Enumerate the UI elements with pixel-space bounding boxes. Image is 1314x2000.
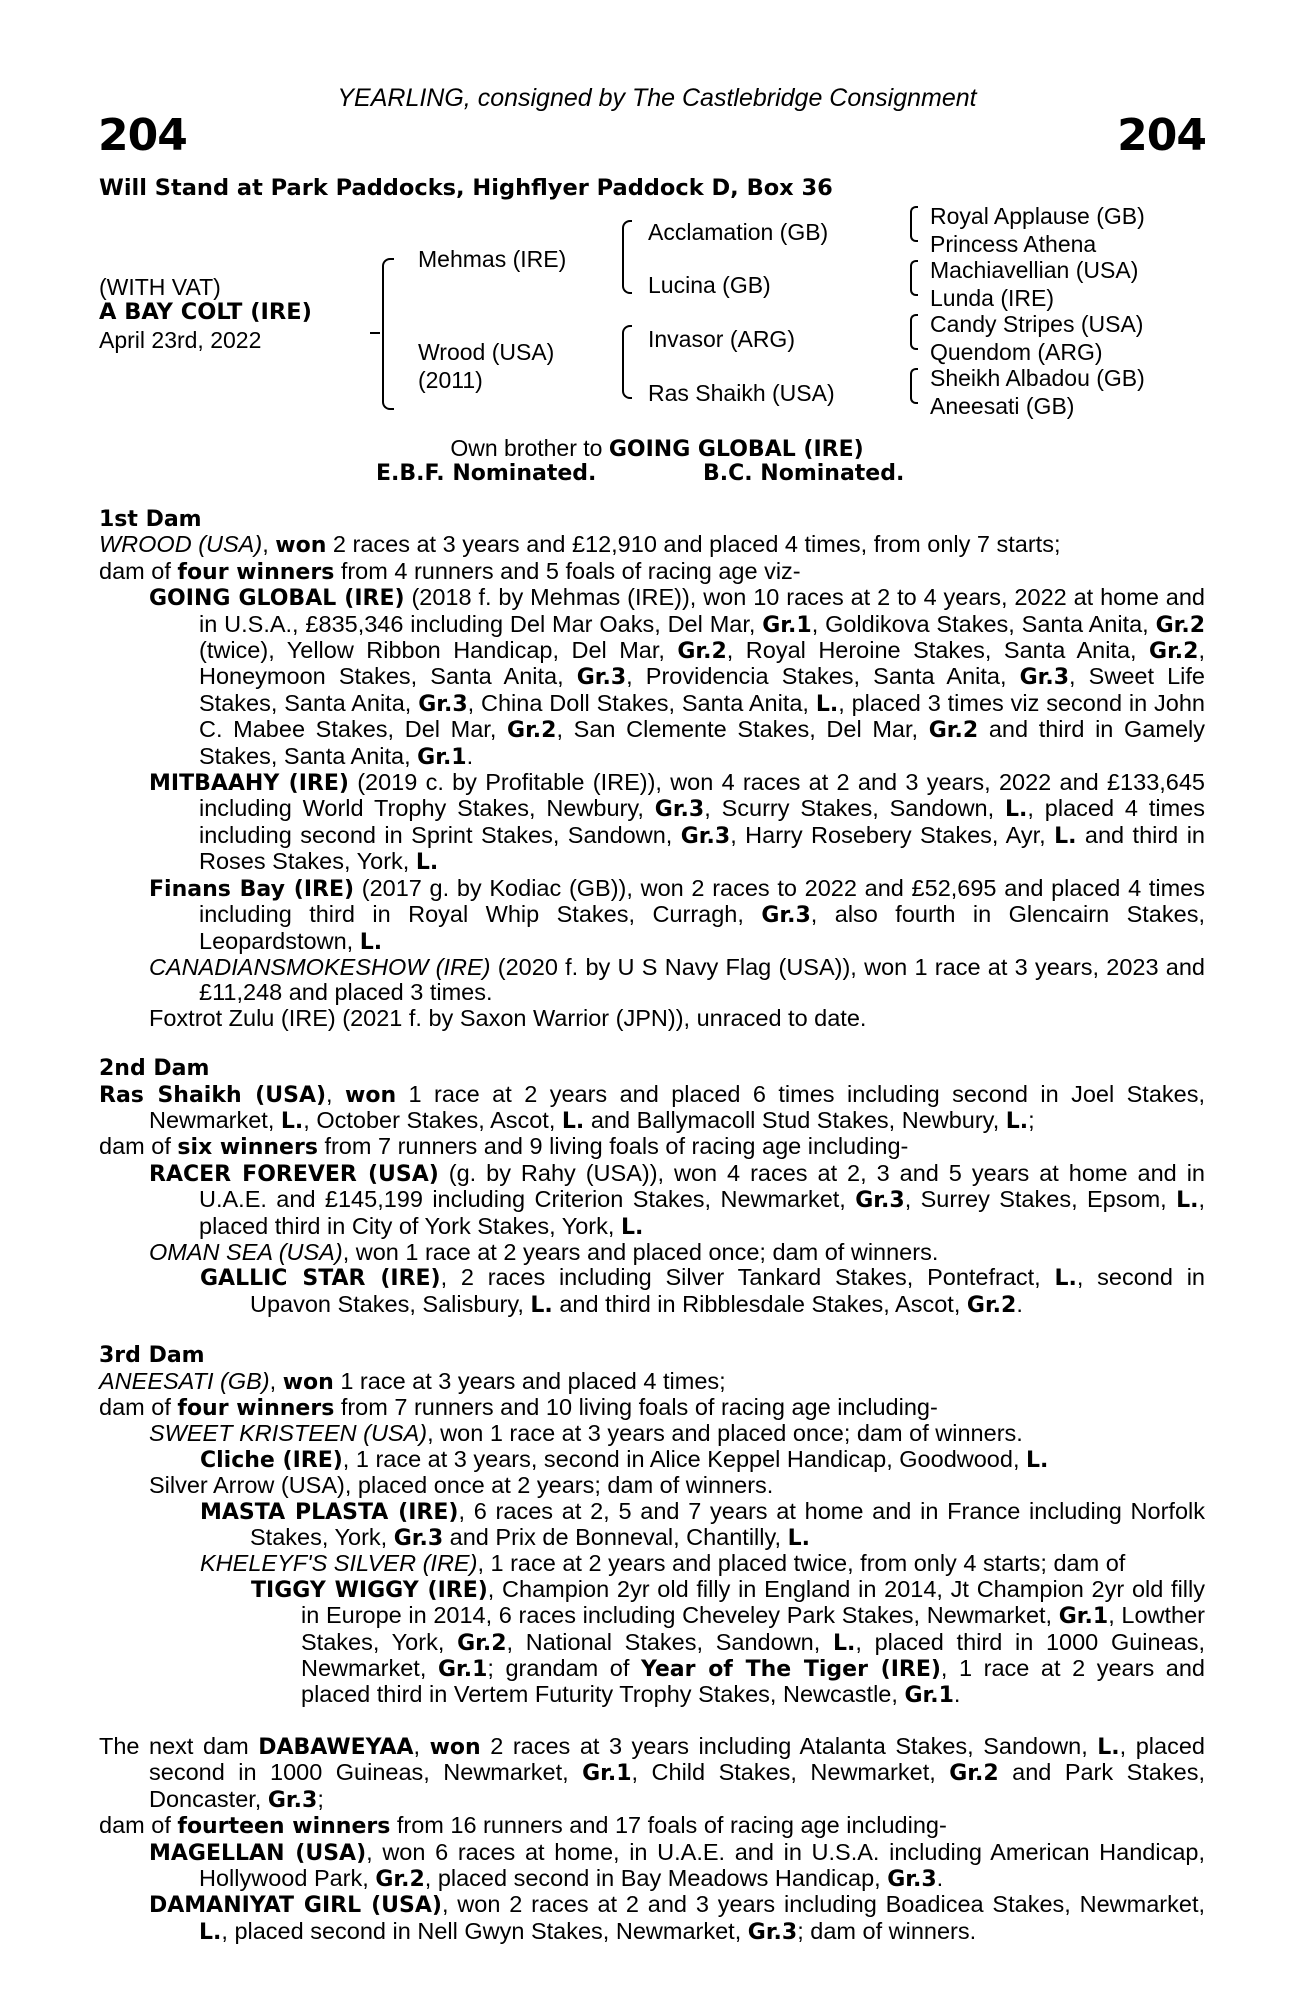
summary-winners: four winners	[177, 559, 335, 585]
produce-text: , placed 3 times viz second in John C. Mabee Stakes, Del Mar,	[199, 689, 1205, 743]
grade-label: Gr.1	[417, 744, 467, 770]
produce-text: and Prix de Bonneval, Chantilly,	[443, 1524, 788, 1551]
produce-name: TIGGY WIGGY (IRE)	[251, 1577, 488, 1603]
stand-location: Will Stand at Park Paddocks, Highflyer Paddock D, Box 36	[99, 175, 833, 201]
grade-label: Gr.3	[654, 797, 705, 823]
dam-dam: Ras Shaikh (USA)	[648, 380, 835, 406]
next-dam-produce-summary	[99, 1813, 1205, 1839]
summary-prefix: dam of	[99, 1133, 178, 1160]
produce-silver-arrow: Silver Arrow (USA), placed once at 2 years; dam of winners.	[149, 1472, 774, 1499]
pedigree-brace-3d	[910, 368, 918, 404]
pedigree-brace-3b	[910, 260, 918, 296]
produce-name: MASTA PLASTA (IRE)	[200, 1499, 459, 1525]
record-text: , Child Stakes, Newmarket,	[631, 1759, 950, 1786]
produce-magellan	[149, 1840, 1205, 1893]
pedigree-brace-2b	[622, 325, 632, 361]
produce-name: RACER FOREVER (USA)	[149, 1161, 439, 1187]
first-dam-name: WROOD (USA)	[99, 531, 263, 558]
sire-sire: Acclamation (GB)	[648, 219, 829, 245]
produce-text: and third in Ribblesdale Stakes, Ascot,	[552, 1290, 967, 1317]
produce-text: and third in Gamely Stakes, Santa Anita,	[199, 716, 1205, 769]
pedigree-brace-3a	[910, 206, 918, 242]
grade-label: Gr.2	[507, 718, 557, 744]
grade-label: Gr.3	[576, 665, 627, 691]
grade-label: L.	[620, 1214, 644, 1240]
produce-name: KHELEYF'S SILVER (IRE)	[200, 1550, 478, 1577]
pedigree-brace-2a	[622, 220, 632, 256]
sep: ,	[413, 1732, 430, 1759]
grade-label: Gr.2	[1155, 612, 1205, 638]
produce-sweet-kristeen	[149, 1421, 1205, 1446]
produce-text: , San Clemente Stakes, Del Mar,	[556, 716, 929, 743]
pedigree-brace-2a-bottom	[622, 256, 632, 294]
produce-text: , 1 race at 2 years and placed third in Vertem Futurity Trophy Stakes, Newcastle,	[301, 1655, 1205, 1708]
grade-label: Gr.3	[761, 903, 811, 929]
third-dam-line	[99, 1369, 1205, 1395]
produce-text: .	[953, 1681, 961, 1708]
produce-text: , 1 race at 3 years, second in Alice Keppel Handicap, Goodwood,	[342, 1445, 1027, 1472]
grade-label: L.	[1054, 1266, 1077, 1292]
sire: Mehmas (IRE)	[418, 246, 567, 272]
produce-text: , placed third in City of York Stakes, York,	[199, 1186, 1205, 1239]
third-dam-name: ANEESATI (GB)	[99, 1367, 270, 1394]
own-brother-name: GOING GLOBAL (IRE)	[608, 437, 864, 462]
summary-rest: from 7 runners and 9 living foals of racing age including-	[317, 1133, 909, 1160]
sep: ,	[262, 531, 276, 558]
produce-record	[99, 507, 1205, 1945]
sds: Machiavellian (USA)	[930, 257, 1139, 283]
consignor-line: YEARLING, consigned by The Castlebridge Consignment	[337, 84, 977, 112]
grade-label: Gr.2	[949, 1761, 999, 1787]
grade-label: L.	[280, 1108, 304, 1134]
produce-text: .	[1016, 1290, 1023, 1317]
record-text: and Ballymacoll Stud Stakes, Newbury,	[584, 1106, 1006, 1133]
produce-text: , second in Upavon Stakes, Salisbury,	[250, 1264, 1205, 1317]
lot-number-left: 204	[98, 110, 187, 161]
bc-nominated: B.C. Nominated.	[703, 461, 905, 486]
third-dam-heading: 3rd Dam	[99, 1343, 205, 1369]
record-text: ;	[1028, 1106, 1035, 1133]
produce-name: SWEET KRISTEEN (USA)	[149, 1420, 428, 1447]
produce-text: (2017 g. by Kodiac (GB)), won 2 races to 2022 and £52,695 and placed 4 times including third in Royal Whip Stakes, Curragh,	[199, 874, 1205, 928]
ssd: Princess Athena	[930, 231, 1097, 257]
sdd: Lunda (IRE)	[930, 285, 1055, 311]
own-brother-prefix: Own brother to	[450, 435, 609, 461]
grade-label: L.	[1097, 1734, 1120, 1760]
grade-label: L.	[1005, 797, 1028, 823]
grade-label: Gr.3	[680, 823, 731, 849]
produce-name: GALLIC STAR (IRE)	[200, 1266, 441, 1292]
produce-text: , 2 races including Silver Tankard Stakes, Pontefract,	[440, 1264, 1055, 1291]
pedigree-brace-1	[382, 258, 394, 334]
produce-text: .	[466, 742, 474, 769]
produce-canadiansmokeshow	[149, 955, 1205, 1006]
summary-prefix: dam of	[99, 1812, 178, 1839]
won-label: won	[282, 1369, 334, 1395]
produce-text: (2019 c. by Profitable (IRE)), won 4 races at 2 and 3 years, 2022 and £133,645 including World Trophy Stakes, Newbury,	[199, 769, 1206, 822]
produce-text: , placed second in Bay Meadows Handicap,	[424, 1864, 888, 1891]
dam-year: (2011)	[418, 367, 483, 393]
second-dam-line	[99, 1082, 1205, 1135]
grade-label: L.	[1054, 823, 1077, 849]
dds: Sheikh Albadou (GB)	[930, 365, 1145, 391]
produce-text: and third in Roses Stakes, York,	[199, 821, 1205, 875]
produce-text: , Surrey Stakes, Epsom,	[904, 1186, 1177, 1213]
record-text: , October Stakes, Ascot,	[303, 1106, 562, 1133]
produce-text: , China Doll Stakes, Santa Anita,	[467, 689, 816, 716]
produce-text: , won 6 races at home, in U.A.E. and in U.S.A. including American Handicap, Hollywood Park,	[199, 1838, 1206, 1891]
produce-text: , won 2 races at 2 and 3 years including Boadicea Stakes, Newmarket,	[441, 1891, 1205, 1918]
dam: Wrood (USA)	[418, 339, 555, 365]
first-dam-line	[99, 532, 1205, 558]
ddd: Aneesati (GB)	[930, 393, 1075, 419]
produce-text: , Champion 2yr old filly in England in 2014, Jt Champion 2yr old filly in Europe in 2014, 6 races including Cheveley Park Stakes, Newmarket,	[301, 1575, 1205, 1629]
pedigree-brace-1c	[382, 334, 394, 410]
sep: ,	[269, 1367, 283, 1394]
produce-foxtrot-zulu: Foxtrot Zulu (IRE) (2021 f. by Saxon Warrior (JPN)), unraced to date.	[149, 1004, 867, 1031]
vat-note: (WITH VAT)	[99, 274, 221, 300]
produce-name: GOING GLOBAL (IRE)	[149, 586, 405, 612]
summary-rest: from 4 runners and 5 foals of racing age viz-	[334, 557, 801, 584]
produce-text: (twice), Yellow Ribbon Handicap, Del Mar,	[199, 637, 678, 664]
produce-kheleyfs-silver	[200, 1551, 1205, 1576]
next-dam-name: DABAWEYAA	[258, 1734, 414, 1760]
produce-name: Year of The Tiger (IRE)	[640, 1657, 941, 1683]
produce-text: , 6 races at 2, 5 and 7 years at home and in France including Norfolk Stakes, York,	[250, 1497, 1205, 1551]
sss: Royal Applause (GB)	[930, 203, 1145, 229]
horse-dob: April 23rd, 2022	[99, 327, 262, 353]
produce-text: , placed 4 times including second in Sprint Stakes, Sandown,	[199, 795, 1206, 848]
second-dam-produce-summary	[99, 1134, 1205, 1160]
produce-masta-plasta	[200, 1499, 1205, 1552]
produce-racer-forever	[149, 1161, 1205, 1240]
produce-damaniyat-girl	[149, 1892, 1205, 1945]
horse-name: A BAY COLT (IRE)	[99, 299, 312, 325]
produce-text: , Providencia Stakes, Santa Anita,	[626, 663, 1020, 690]
grade-label: Gr.3	[747, 1919, 798, 1945]
grade-label: Gr.3	[887, 1866, 937, 1892]
grade-label: L.	[815, 691, 839, 717]
produce-name: Cliche (IRE)	[200, 1447, 343, 1473]
produce-name: MITBAAHY (IRE)	[149, 771, 349, 797]
grade-label: L.	[832, 1630, 856, 1656]
produce-text: , Honeymoon Stakes, Santa Anita,	[199, 637, 1205, 690]
produce-text: ; grandam of	[487, 1655, 641, 1682]
lot-number-right: 204	[1117, 110, 1206, 161]
grade-label: L.	[561, 1108, 585, 1134]
grade-label: Gr.3	[393, 1526, 444, 1552]
ebf-nominated: E.B.F. Nominated.	[376, 461, 597, 486]
summary-prefix: dam of	[99, 557, 178, 584]
produce-text: (2020 f. by U S Navy Flag (USA)), won 1 race at 3 years, 2023 and £11,248 and placed 3 times.	[199, 953, 1205, 1006]
produce-going-global	[149, 585, 1205, 770]
grade-label: Gr.3	[1019, 665, 1070, 691]
sire-dam: Lucina (GB)	[648, 272, 771, 298]
record-text: 1 race at 3 years and placed 4 times;	[333, 1367, 726, 1394]
produce-name: CANADIANSMOKESHOW (IRE)	[149, 953, 491, 980]
grade-label: Gr.1	[437, 1657, 488, 1683]
pedigree-brace-3c	[910, 314, 918, 350]
produce-text: (2018 f. by Mehmas (IRE)), won 10 races at 2 to 4 years, 2022 at home and in U.S.A., £835,346 including Del Mar Oaks, Del Mar,	[199, 584, 1205, 637]
produce-text: , Royal Heroine Stakes, Santa Anita,	[726, 637, 1150, 664]
produce-text: , National Stakes, Sandown,	[506, 1628, 833, 1655]
grade-label: Gr.2	[1149, 639, 1199, 665]
produce-cliche	[200, 1447, 1205, 1473]
pedigree-brace-2b-bottom	[622, 361, 632, 399]
sep: ,	[326, 1080, 345, 1107]
dss: Candy Stripes (USA)	[930, 311, 1144, 337]
grade-label: L.	[415, 850, 439, 876]
grade-label: Gr.2	[375, 1866, 425, 1892]
summary-winners: six winners	[177, 1135, 318, 1161]
produce-text: , won 1 race at 2 years and placed once; dam of winners.	[342, 1238, 939, 1265]
record-text: ;	[317, 1785, 324, 1812]
second-dam-name: Ras Shaikh (USA)	[99, 1082, 327, 1108]
won-label: won	[345, 1082, 397, 1108]
record-text: 1 race at 2 years and placed 6 times including second in Joel Stakes, Newmarket,	[149, 1080, 1206, 1133]
pedigree-brace-1b	[370, 332, 380, 334]
summary-rest: from 7 runners and 10 living foals of racing age including-	[334, 1394, 938, 1420]
summary-prefix: dam of	[99, 1394, 178, 1420]
produce-text: , also fourth in Glencairn Stakes, Leopardstown,	[199, 901, 1205, 954]
produce-name: DAMANIYAT GIRL (USA)	[149, 1893, 442, 1919]
produce-text: , Harry Rosebery Stakes, Ayr,	[730, 821, 1055, 848]
summary-rest: from 16 runners and 17 foals of racing age including-	[390, 1812, 947, 1839]
grade-label: Gr.2	[457, 1630, 507, 1656]
produce-text: , Scurry Stakes, Sandown,	[704, 795, 1006, 822]
first-dam-produce-summary	[99, 559, 1205, 585]
grade-label: Gr.3	[855, 1188, 905, 1214]
produce-text: , won 1 race at 3 years and placed once; dam of winners.	[427, 1420, 1023, 1447]
produce-text: , Sweet Life Stakes, Santa Anita,	[199, 663, 1205, 716]
produce-mitbaahy	[149, 770, 1205, 876]
second-dam-heading: 2nd Dam	[99, 1056, 210, 1082]
grade-label: Gr.1	[1058, 1604, 1109, 1630]
grade-label: L.	[199, 1919, 222, 1945]
won-label: won	[275, 533, 327, 559]
third-dam-produce-summary	[99, 1395, 1205, 1421]
grade-label: Gr.2	[677, 639, 727, 665]
summary-winners: fourteen winners	[177, 1814, 391, 1840]
produce-name: Finans Bay (IRE)	[149, 876, 355, 902]
produce-text: ; dam of winners.	[797, 1917, 977, 1944]
record-text: , placed second in 1000 Guineas, Newmarket,	[149, 1732, 1205, 1786]
grade-label: L.	[1005, 1108, 1029, 1134]
produce-name: MAGELLAN (USA)	[149, 1840, 367, 1866]
summary-winners: four winners	[177, 1396, 335, 1421]
next-dam-line	[99, 1734, 1205, 1813]
record-text: and Park Stakes, Doncaster,	[149, 1759, 1205, 1812]
record-text: 2 races at 3 years including Atalanta Stakes, Sandown,	[480, 1732, 1098, 1759]
dsd: Quendom (ARG)	[930, 339, 1103, 365]
next-dam-prefix: The next dam	[99, 1732, 259, 1759]
produce-finans-bay	[149, 876, 1205, 955]
produce-text: , Goldikova Stakes, Santa Anita,	[811, 610, 1156, 637]
grade-label: Gr.1	[762, 612, 812, 638]
grade-label: L.	[359, 929, 383, 955]
grade-label: Gr.2	[928, 718, 979, 744]
grade-label: Gr.1	[904, 1683, 954, 1709]
produce-text: (g. by Rahy (USA)), won 4 races at 2, 3 and 5 years at home and in U.A.E. and £145,199 including Criterion Stakes, Newmarket,	[199, 1159, 1205, 1213]
first-dam-record: 2 races at 3 years and £12,910 and placed 4 times, from only 7 starts;	[326, 531, 1061, 558]
own-brother-note	[0, 435, 1314, 462]
grade-label: Gr.2	[966, 1292, 1017, 1318]
grade-label: L.	[1026, 1447, 1049, 1473]
produce-gallic-star	[200, 1265, 1205, 1318]
grade-label: Gr.3	[267, 1787, 318, 1813]
grade-label: L.	[1176, 1188, 1199, 1214]
produce-text: , placed second in Nell Gwyn Stakes, Newmarket,	[221, 1917, 748, 1944]
produce-name: OMAN SEA (USA)	[149, 1238, 343, 1265]
won-label: won	[429, 1734, 481, 1760]
produce-text: , 1 race at 2 years and placed twice, from only 4 starts; dam of	[477, 1550, 1126, 1577]
grade-label: L.	[787, 1526, 810, 1552]
dam-sire: Invasor (ARG)	[648, 326, 795, 352]
grade-label: Gr.1	[582, 1761, 632, 1787]
produce-tiggy-wiggy	[251, 1577, 1205, 1709]
produce-text: , placed third in 1000 Guineas, Newmarket,	[301, 1628, 1206, 1682]
produce-oman-sea	[149, 1240, 1205, 1265]
grade-label: Gr.3	[418, 691, 468, 717]
produce-text: , Lowther Stakes, York,	[301, 1602, 1205, 1655]
first-dam-heading: 1st Dam	[99, 507, 202, 532]
produce-text: .	[936, 1864, 944, 1891]
grade-label: L.	[530, 1292, 553, 1318]
